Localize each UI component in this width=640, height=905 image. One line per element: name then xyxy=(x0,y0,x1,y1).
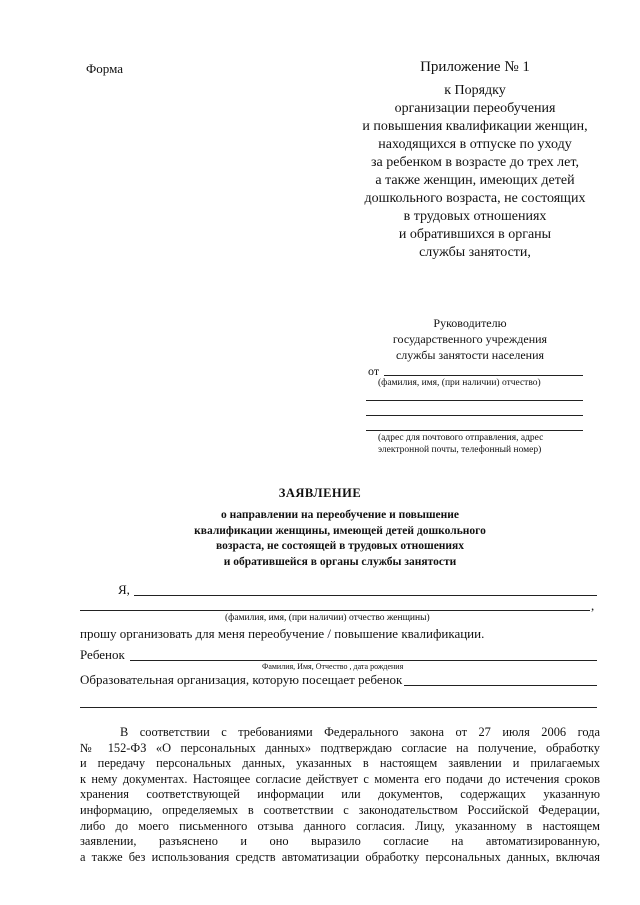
address-line-1[interactable] xyxy=(366,400,583,401)
org-line-2[interactable] xyxy=(80,707,597,708)
child-hint: Фамилия, Имя, Отчество , дата рождения xyxy=(262,662,404,671)
appendix-line: находящихся в отпуске по уходу xyxy=(378,137,572,152)
form-label: Форма xyxy=(86,61,123,76)
appendix-line: в трудовых отношениях xyxy=(403,209,547,224)
application-subtitle xyxy=(150,508,530,570)
addressee-line: государственного учреждения xyxy=(392,332,548,346)
woman-fio-hint: (фамилия, имя, (при наличии) отчество женщины) xyxy=(225,613,430,623)
consent-line: и передачу персональных данных, указанных в настоящем заявлении и прилагаемых xyxy=(80,756,600,771)
from-fio-hint: (фамилия, имя, (при наличии) отчество) xyxy=(378,378,541,388)
appendix-line: организации переобучения xyxy=(394,101,556,116)
appendix-block xyxy=(340,58,610,262)
subtitle-line: возраста, не состоящей в трудовых отношениях xyxy=(215,540,465,552)
subtitle-line: квалификации женщины, имеющей детей дошкольного xyxy=(194,524,486,537)
address-line-2[interactable] xyxy=(366,415,583,416)
org-label: Образовательная организация, которую посещает ребенок xyxy=(80,672,403,687)
appendix-line: службы занятости, xyxy=(419,245,531,260)
applicant-fio-line-2[interactable] xyxy=(80,610,590,611)
consent-line: к нему документах. Настоящее согласие действует с момента его подачи до истечения сроков xyxy=(80,771,600,786)
appendix-line: и обратившихся в органы xyxy=(398,227,552,242)
application-title: ЗАЯВЛЕНИЕ xyxy=(278,486,362,500)
addressee-line: Руководителю xyxy=(433,316,507,330)
consent-line: либо до моего письменного отзыва данного согласия. Лицу, указанному в настоящем xyxy=(80,818,600,833)
appendix-line: за ребенком в возрасте до трех лет, xyxy=(371,155,579,170)
subtitle-line: о направлении на переобучение и повышение xyxy=(220,509,460,521)
applicant-fio-line-1[interactable] xyxy=(134,595,597,596)
appendix-line: дошкольного возраста, не состоящих xyxy=(364,191,586,206)
consent-line: а также без использования средств автоматизации обработку персональных данных, включая xyxy=(80,849,600,864)
fio-comma: , xyxy=(591,598,595,613)
request-text: прошу организовать для меня переобучение / повышение квалификации. xyxy=(80,626,485,641)
appendix-line: к Порядку xyxy=(444,83,506,98)
child-info-line[interactable] xyxy=(130,660,597,661)
appendix-title: Приложение № 1 xyxy=(420,59,530,75)
address-line-3[interactable] xyxy=(366,430,583,431)
org-line-1[interactable] xyxy=(404,685,597,686)
consent-line: В соответствии с требованиями Федерального закона от 27 июля 2006 года xyxy=(120,725,600,739)
from-fio-line[interactable] xyxy=(384,375,583,376)
consent-line: хранения соответствующей информации или документов, содержащих указанную xyxy=(80,787,600,802)
consent-line: информацию, определяемых в соответствии с законодательством Российской Федерации, xyxy=(80,802,600,817)
address-hint-1: (адрес для почтового отправления, адрес xyxy=(378,433,544,443)
appendix-line: и повышения квалификации женщин, xyxy=(362,119,588,134)
consent-line: заявлении, разъяснено и оно выразило согласие на автоматизированную, xyxy=(80,834,600,849)
appendix-line: а также женщин, имеющих детей xyxy=(375,173,575,188)
i-label: Я, xyxy=(118,582,130,597)
subtitle-line: и обратившейся в органы службы занятости xyxy=(223,555,457,568)
addressee-block xyxy=(345,315,595,363)
from-label: от xyxy=(368,364,380,378)
address-hint-2: электронной почты, телефонный номер) xyxy=(378,445,542,455)
consent-paragraph xyxy=(80,725,600,865)
addressee-line: службы занятости населения xyxy=(395,348,545,362)
consent-line: № 152-ФЗ «О персональных данных» подтверждаю согласие на получение, обработку xyxy=(80,740,600,755)
child-label: Ребенок xyxy=(80,647,125,662)
